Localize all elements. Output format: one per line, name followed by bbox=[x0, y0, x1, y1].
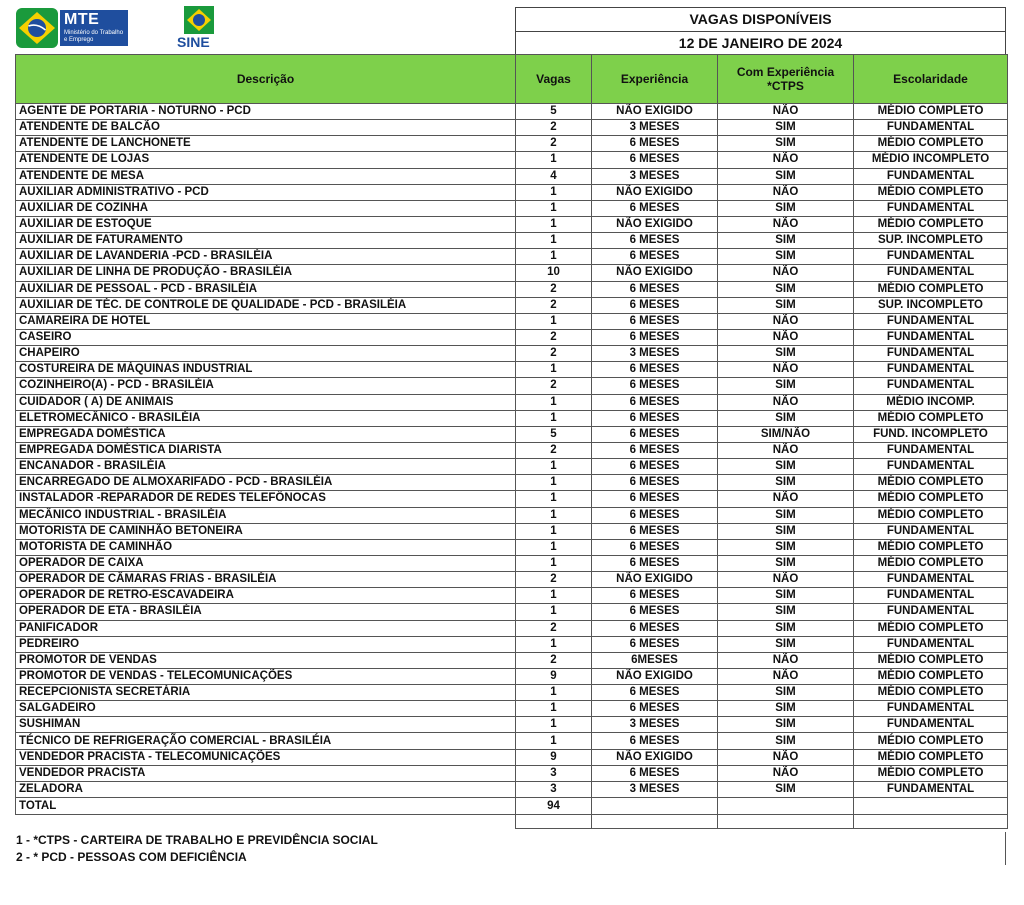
table-row bbox=[16, 233, 1008, 249]
cell-vagas: 1 bbox=[516, 701, 592, 717]
table-row bbox=[16, 152, 1008, 168]
cell-escolaridade: FUNDAMENTAL bbox=[854, 346, 1008, 362]
table-row bbox=[16, 507, 1008, 523]
cell-experiencia: 3 MESES bbox=[592, 346, 718, 362]
cell-vagas: 1 bbox=[516, 588, 592, 604]
cell-escolaridade: FUND. INCOMPLETO bbox=[854, 426, 1008, 442]
cell-descricao: RECEPCIONISTA SECRETÁRIA bbox=[16, 685, 516, 701]
blank-cell bbox=[16, 815, 516, 829]
cell-escolaridade: FUNDAMENTAL bbox=[854, 200, 1008, 216]
cell-ctps: NÃO bbox=[718, 152, 854, 168]
cell-vagas: 5 bbox=[516, 426, 592, 442]
cell-vagas: 1 bbox=[516, 152, 592, 168]
cell-vagas: 5 bbox=[516, 104, 592, 120]
cell-escolaridade: FUNDAMENTAL bbox=[854, 572, 1008, 588]
cell-descricao: PROMOTOR DE VENDAS bbox=[16, 652, 516, 668]
cell-vagas: 2 bbox=[516, 620, 592, 636]
sine-flag-icon bbox=[184, 6, 214, 34]
cell-experiencia: 6 MESES bbox=[592, 539, 718, 555]
cell-vagas: 1 bbox=[516, 475, 592, 491]
cell-experiencia: 6 MESES bbox=[592, 765, 718, 781]
table-row bbox=[16, 216, 1008, 232]
cell-descricao: CUIDADOR ( A) DE ANIMAIS bbox=[16, 394, 516, 410]
footnote-ctps: 1 - *CTPS - CARTEIRA DE TRABALHO E PREVIDÊNCIA SOCIAL bbox=[16, 833, 378, 847]
cell-vagas: 1 bbox=[516, 685, 592, 701]
cell-ctps: SIM bbox=[718, 120, 854, 136]
cell-escolaridade: MÉDIO COMPLETO bbox=[854, 281, 1008, 297]
cell-descricao: COSTUREIRA DE MÁQUINAS INDUSTRIAL bbox=[16, 362, 516, 378]
cell-experiencia: NÃO EXIGIDO bbox=[592, 749, 718, 765]
cell-experiencia: 6 MESES bbox=[592, 459, 718, 475]
cell-ctps: NÃO bbox=[718, 184, 854, 200]
cell-escolaridade: FUNDAMENTAL bbox=[854, 781, 1008, 797]
cell-ctps: NÃO bbox=[718, 394, 854, 410]
cell-ctps: NÃO bbox=[718, 652, 854, 668]
column-header-experiencia: Experiência bbox=[592, 55, 718, 104]
total-value: 94 bbox=[516, 798, 592, 815]
cell-descricao: EMPREGADA DOMÉSTICA bbox=[16, 426, 516, 442]
cell-escolaridade: MÉDIO COMPLETO bbox=[854, 507, 1008, 523]
cell-experiencia: 6 MESES bbox=[592, 685, 718, 701]
cell-escolaridade: FUNDAMENTAL bbox=[854, 362, 1008, 378]
table-row bbox=[16, 249, 1008, 265]
cell-escolaridade: FUNDAMENTAL bbox=[854, 459, 1008, 475]
cell-vagas: 3 bbox=[516, 781, 592, 797]
cell-descricao: AUXILIAR DE COZINHA bbox=[16, 200, 516, 216]
cell-descricao: AUXILIAR DE PESSOAL - PCD - BRASILÉIA bbox=[16, 281, 516, 297]
total-empty-cell bbox=[592, 798, 718, 815]
cell-escolaridade: FUNDAMENTAL bbox=[854, 717, 1008, 733]
cell-vagas: 1 bbox=[516, 636, 592, 652]
table-row bbox=[16, 636, 1008, 652]
cell-escolaridade: FUNDAMENTAL bbox=[854, 442, 1008, 458]
table-row bbox=[16, 459, 1008, 475]
cell-escolaridade: MÉDIO COMPLETO bbox=[854, 104, 1008, 120]
table-row bbox=[16, 378, 1008, 394]
cell-vagas: 1 bbox=[516, 604, 592, 620]
cell-experiencia: 6 MESES bbox=[592, 233, 718, 249]
cell-experiencia: NÃO EXIGIDO bbox=[592, 184, 718, 200]
cell-ctps: SIM bbox=[718, 733, 854, 749]
table-row bbox=[16, 491, 1008, 507]
cell-experiencia: 3 MESES bbox=[592, 781, 718, 797]
logo-area bbox=[16, 6, 514, 54]
cell-escolaridade: MÉDIO COMPLETO bbox=[854, 491, 1008, 507]
cell-vagas: 1 bbox=[516, 539, 592, 555]
cell-experiencia: 6 MESES bbox=[592, 313, 718, 329]
cell-ctps: NÃO bbox=[718, 491, 854, 507]
cell-descricao: TÉCNICO DE REFRIGERAÇÃO COMERCIAL - BRASILÉIA bbox=[16, 733, 516, 749]
table-row bbox=[16, 346, 1008, 362]
footnotes bbox=[16, 832, 378, 866]
table-row bbox=[16, 265, 1008, 281]
table-row bbox=[16, 555, 1008, 571]
cell-experiencia: 6 MESES bbox=[592, 733, 718, 749]
cell-experiencia: 6 MESES bbox=[592, 394, 718, 410]
cell-experiencia: NÃO EXIGIDO bbox=[592, 668, 718, 684]
cell-ctps: SIM bbox=[718, 200, 854, 216]
table-row bbox=[16, 701, 1008, 717]
table-row bbox=[16, 136, 1008, 152]
cell-escolaridade: FUNDAMENTAL bbox=[854, 329, 1008, 345]
cell-escolaridade: MÉDIO COMPLETO bbox=[854, 475, 1008, 491]
cell-experiencia: 6 MESES bbox=[592, 297, 718, 313]
cell-descricao: OPERADOR DE CAIXA bbox=[16, 555, 516, 571]
table-row bbox=[16, 329, 1008, 345]
cell-escolaridade: MÉDIO COMPLETO bbox=[854, 668, 1008, 684]
table-row bbox=[16, 168, 1008, 184]
cell-experiencia: 6 MESES bbox=[592, 523, 718, 539]
cell-escolaridade: MÉDIO COMPLETO bbox=[854, 184, 1008, 200]
column-header-vagas: Vagas bbox=[516, 55, 592, 104]
cell-ctps: SIM bbox=[718, 346, 854, 362]
table-row bbox=[16, 475, 1008, 491]
cell-experiencia: 6 MESES bbox=[592, 410, 718, 426]
cell-descricao: EMPREGADA DOMÉSTICA DIARISTA bbox=[16, 442, 516, 458]
cell-vagas: 2 bbox=[516, 442, 592, 458]
cell-descricao: VENDEDOR PRACISTA bbox=[16, 765, 516, 781]
cell-vagas: 1 bbox=[516, 184, 592, 200]
cell-ctps: NÃO bbox=[718, 313, 854, 329]
cell-vagas: 1 bbox=[516, 233, 592, 249]
cell-experiencia: 6 MESES bbox=[592, 620, 718, 636]
cell-experiencia: 6 MESES bbox=[592, 475, 718, 491]
cell-ctps: SIM bbox=[718, 717, 854, 733]
cell-ctps: SIM bbox=[718, 136, 854, 152]
table-row bbox=[16, 572, 1008, 588]
cell-descricao: PROMOTOR DE VENDAS - TELECOMUNICAÇÕES bbox=[16, 668, 516, 684]
cell-descricao: PANIFICADOR bbox=[16, 620, 516, 636]
cell-descricao: VENDEDOR PRACISTA - TELECOMUNICAÇÕES bbox=[16, 749, 516, 765]
table-row bbox=[16, 749, 1008, 765]
table-row bbox=[16, 717, 1008, 733]
cell-escolaridade: MÉDIO COMPLETO bbox=[854, 539, 1008, 555]
footnote-pcd: 2 - * PCD - PESSOAS COM DEFICIÊNCIA bbox=[16, 850, 247, 864]
cell-ctps: SIM bbox=[718, 636, 854, 652]
cell-descricao: CASEIRO bbox=[16, 329, 516, 345]
cell-ctps: NÃO bbox=[718, 765, 854, 781]
title-box bbox=[515, 7, 1006, 54]
cell-experiencia: 3 MESES bbox=[592, 717, 718, 733]
cell-descricao: INSTALADOR -REPARADOR DE REDES TELEFÔNOCAS bbox=[16, 491, 516, 507]
table-row bbox=[16, 620, 1008, 636]
blank-cell bbox=[592, 815, 718, 829]
mte-wordmark bbox=[60, 10, 128, 46]
cell-descricao: ATENDENTE DE LOJAS bbox=[16, 152, 516, 168]
cell-ctps: SIM bbox=[718, 604, 854, 620]
cell-ctps: NÃO bbox=[718, 442, 854, 458]
cell-ctps: SIM bbox=[718, 475, 854, 491]
cell-escolaridade: FUNDAMENTAL bbox=[854, 701, 1008, 717]
table-row bbox=[16, 313, 1008, 329]
table-row bbox=[16, 394, 1008, 410]
cell-ctps: SIM bbox=[718, 539, 854, 555]
cell-ctps: SIM bbox=[718, 233, 854, 249]
jobs-table bbox=[15, 54, 1008, 829]
cell-experiencia: 6 MESES bbox=[592, 329, 718, 345]
cell-descricao: ELETROMECÂNICO - BRASILÉIA bbox=[16, 410, 516, 426]
cell-descricao: ZELADORA bbox=[16, 781, 516, 797]
cell-escolaridade: MÉDIO COMPLETO bbox=[854, 652, 1008, 668]
cell-experiencia: 6 MESES bbox=[592, 555, 718, 571]
cell-descricao: MOTORISTA DE CAMINHÃO BETONEIRA bbox=[16, 523, 516, 539]
cell-descricao: AUXILIAR DE FATURAMENTO bbox=[16, 233, 516, 249]
cell-escolaridade: FUNDAMENTAL bbox=[854, 588, 1008, 604]
table-row bbox=[16, 781, 1008, 797]
cell-descricao: AGENTE DE PORTARIA - NOTURNO - PCD bbox=[16, 104, 516, 120]
total-empty-cell bbox=[854, 798, 1008, 815]
table-row bbox=[16, 120, 1008, 136]
cell-escolaridade: SUP. INCOMPLETO bbox=[854, 233, 1008, 249]
brazil-flag-icon bbox=[16, 8, 58, 48]
page-border-right bbox=[1005, 832, 1006, 865]
cell-escolaridade: FUNDAMENTAL bbox=[854, 168, 1008, 184]
cell-experiencia: 6MESES bbox=[592, 652, 718, 668]
cell-vagas: 1 bbox=[516, 394, 592, 410]
cell-descricao: AUXILIAR DE ESTOQUE bbox=[16, 216, 516, 232]
cell-experiencia: NÃO EXIGIDO bbox=[592, 104, 718, 120]
cell-descricao: AUXILIAR ADMINISTRATIVO - PCD bbox=[16, 184, 516, 200]
mte-name: MTE bbox=[64, 11, 100, 28]
cell-escolaridade: FUNDAMENTAL bbox=[854, 120, 1008, 136]
table-row bbox=[16, 442, 1008, 458]
cell-experiencia: NÃO EXIGIDO bbox=[592, 572, 718, 588]
cell-ctps: SIM bbox=[718, 781, 854, 797]
cell-experiencia: 6 MESES bbox=[592, 491, 718, 507]
cell-ctps: SIM bbox=[718, 249, 854, 265]
cell-experiencia: 6 MESES bbox=[592, 362, 718, 378]
cell-descricao: ATENDENTE DE LANCHONETE bbox=[16, 136, 516, 152]
cell-vagas: 1 bbox=[516, 555, 592, 571]
table-row bbox=[16, 104, 1008, 120]
cell-ctps: NÃO bbox=[718, 216, 854, 232]
table-row bbox=[16, 426, 1008, 442]
cell-escolaridade: MÉDIO COMPLETO bbox=[854, 733, 1008, 749]
cell-vagas: 1 bbox=[516, 313, 592, 329]
cell-experiencia: NÃO EXIGIDO bbox=[592, 216, 718, 232]
table-row bbox=[16, 200, 1008, 216]
page-date: 12 DE JANEIRO DE 2024 bbox=[516, 31, 1005, 55]
cell-experiencia: 3 MESES bbox=[592, 120, 718, 136]
cell-escolaridade: FUNDAMENTAL bbox=[854, 604, 1008, 620]
cell-descricao: AUXILIAR DE TÉC. DE CONTROLE DE QUALIDADE - PCD - BRASILÉIA bbox=[16, 297, 516, 313]
table-row bbox=[16, 604, 1008, 620]
cell-ctps: NÃO bbox=[718, 749, 854, 765]
blank-cell bbox=[854, 815, 1008, 829]
total-empty-cell bbox=[718, 798, 854, 815]
cell-ctps: SIM bbox=[718, 555, 854, 571]
cell-descricao: MOTORISTA DE CAMINHÃO bbox=[16, 539, 516, 555]
sine-logo bbox=[176, 6, 224, 54]
table-body bbox=[16, 104, 1008, 798]
cell-ctps: SIM bbox=[718, 168, 854, 184]
cell-descricao: OPERADOR DE CÂMARAS FRIAS - BRASILÉIA bbox=[16, 572, 516, 588]
cell-vagas: 2 bbox=[516, 346, 592, 362]
cell-vagas: 1 bbox=[516, 200, 592, 216]
cell-ctps: NÃO bbox=[718, 668, 854, 684]
cell-vagas: 2 bbox=[516, 120, 592, 136]
cell-descricao: CAMAREIRA DE HOTEL bbox=[16, 313, 516, 329]
cell-ctps: SIM bbox=[718, 378, 854, 394]
cell-vagas: 2 bbox=[516, 378, 592, 394]
cell-descricao: SALGADEIRO bbox=[16, 701, 516, 717]
cell-vagas: 2 bbox=[516, 136, 592, 152]
table-row bbox=[16, 362, 1008, 378]
cell-experiencia: 6 MESES bbox=[592, 636, 718, 652]
cell-vagas: 1 bbox=[516, 491, 592, 507]
page-title: VAGAS DISPONÍVEIS bbox=[689, 11, 832, 27]
cell-ctps: SIM bbox=[718, 685, 854, 701]
cell-escolaridade: MÉDIO COMPLETO bbox=[854, 749, 1008, 765]
cell-descricao: AUXILIAR DE LAVANDERIA -PCD - BRASILÉIA bbox=[16, 249, 516, 265]
cell-vagas: 10 bbox=[516, 265, 592, 281]
cell-ctps: SIM/NÃO bbox=[718, 426, 854, 442]
cell-experiencia: 6 MESES bbox=[592, 604, 718, 620]
blank-row bbox=[16, 815, 1008, 829]
cell-descricao: OPERADOR DE RETRO-ESCAVADEIRA bbox=[16, 588, 516, 604]
cell-vagas: 2 bbox=[516, 652, 592, 668]
cell-vagas: 2 bbox=[516, 329, 592, 345]
cell-vagas: 2 bbox=[516, 297, 592, 313]
mte-subtitle: Ministério do Trabalho e Emprego bbox=[64, 30, 124, 43]
mte-logo bbox=[16, 8, 128, 48]
table-row bbox=[16, 652, 1008, 668]
cell-vagas: 1 bbox=[516, 507, 592, 523]
cell-vagas: 1 bbox=[516, 733, 592, 749]
cell-ctps: NÃO bbox=[718, 329, 854, 345]
cell-experiencia: 6 MESES bbox=[592, 701, 718, 717]
column-header-descricao: Descrição bbox=[16, 55, 516, 104]
cell-descricao: MECÂNICO INDUSTRIAL - BRASILÉIA bbox=[16, 507, 516, 523]
cell-escolaridade: FUNDAMENTAL bbox=[854, 636, 1008, 652]
cell-ctps: SIM bbox=[718, 701, 854, 717]
column-header-escolaridade: Escolaridade bbox=[854, 55, 1008, 104]
cell-descricao: AUXILIAR DE LINHA DE PRODUÇÃO - BRASILÉIA bbox=[16, 265, 516, 281]
sine-name: SINE bbox=[177, 34, 210, 50]
cell-vagas: 1 bbox=[516, 459, 592, 475]
cell-escolaridade: MÉDIO COMPLETO bbox=[854, 216, 1008, 232]
table-row bbox=[16, 539, 1008, 555]
cell-ctps: SIM bbox=[718, 410, 854, 426]
cell-escolaridade: FUNDAMENTAL bbox=[854, 378, 1008, 394]
cell-vagas: 1 bbox=[516, 216, 592, 232]
cell-experiencia: 6 MESES bbox=[592, 281, 718, 297]
cell-experiencia: 6 MESES bbox=[592, 152, 718, 168]
table-header-row bbox=[16, 55, 1008, 104]
cell-escolaridade: MÉDIO COMPLETO bbox=[854, 765, 1008, 781]
cell-descricao: ATENDENTE DE BALCÃO bbox=[16, 120, 516, 136]
cell-escolaridade: MÉDIO INCOMPLETO bbox=[854, 152, 1008, 168]
blank-cell bbox=[718, 815, 854, 829]
cell-vagas: 1 bbox=[516, 362, 592, 378]
total-label: TOTAL bbox=[16, 798, 516, 815]
cell-ctps: SIM bbox=[718, 588, 854, 604]
cell-vagas: 3 bbox=[516, 765, 592, 781]
cell-vagas: 1 bbox=[516, 523, 592, 539]
table-row bbox=[16, 410, 1008, 426]
blank-cell bbox=[516, 815, 592, 829]
cell-vagas: 4 bbox=[516, 168, 592, 184]
cell-descricao: ENCARREGADO DE ALMOXARIFADO - PCD - BRASILÉIA bbox=[16, 475, 516, 491]
cell-escolaridade: FUNDAMENTAL bbox=[854, 313, 1008, 329]
cell-experiencia: 3 MESES bbox=[592, 168, 718, 184]
cell-vagas: 1 bbox=[516, 717, 592, 733]
table-row bbox=[16, 588, 1008, 604]
cell-experiencia: 6 MESES bbox=[592, 136, 718, 152]
cell-escolaridade: FUNDAMENTAL bbox=[854, 523, 1008, 539]
cell-vagas: 9 bbox=[516, 668, 592, 684]
cell-ctps: NÃO bbox=[718, 104, 854, 120]
cell-vagas: 1 bbox=[516, 410, 592, 426]
cell-experiencia: 6 MESES bbox=[592, 442, 718, 458]
cell-descricao: OPERADOR DE ETA - BRASILÉIA bbox=[16, 604, 516, 620]
table-row bbox=[16, 668, 1008, 684]
cell-experiencia: 6 MESES bbox=[592, 200, 718, 216]
cell-vagas: 2 bbox=[516, 281, 592, 297]
cell-escolaridade: MÉDIO INCOMP. bbox=[854, 394, 1008, 410]
cell-descricao: PEDREIRO bbox=[16, 636, 516, 652]
cell-experiencia: 6 MESES bbox=[592, 249, 718, 265]
cell-escolaridade: FUNDAMENTAL bbox=[854, 265, 1008, 281]
cell-ctps: SIM bbox=[718, 281, 854, 297]
cell-ctps: NÃO bbox=[718, 572, 854, 588]
column-header-ctps: Com Experiência *CTPS bbox=[718, 55, 854, 104]
cell-vagas: 2 bbox=[516, 572, 592, 588]
cell-ctps: NÃO bbox=[718, 265, 854, 281]
table-row bbox=[16, 297, 1008, 313]
table-row bbox=[16, 184, 1008, 200]
cell-experiencia: NÃO EXIGIDO bbox=[592, 265, 718, 281]
cell-descricao: COZINHEIRO(A) - PCD - BRASILÉIA bbox=[16, 378, 516, 394]
table-row bbox=[16, 281, 1008, 297]
cell-escolaridade: MÉDIO COMPLETO bbox=[854, 555, 1008, 571]
cell-escolaridade: MÉDIO COMPLETO bbox=[854, 136, 1008, 152]
table-row bbox=[16, 685, 1008, 701]
cell-experiencia: 6 MESES bbox=[592, 426, 718, 442]
cell-descricao: CHAPEIRO bbox=[16, 346, 516, 362]
table-row bbox=[16, 765, 1008, 781]
cell-ctps: SIM bbox=[718, 523, 854, 539]
cell-experiencia: 6 MESES bbox=[592, 588, 718, 604]
total-row bbox=[16, 798, 1008, 815]
cell-escolaridade: MÉDIO COMPLETO bbox=[854, 410, 1008, 426]
cell-experiencia: 6 MESES bbox=[592, 378, 718, 394]
cell-escolaridade: FUNDAMENTAL bbox=[854, 249, 1008, 265]
cell-descricao: ENCANADOR - BRASILÉIA bbox=[16, 459, 516, 475]
table-row bbox=[16, 733, 1008, 749]
cell-ctps: SIM bbox=[718, 620, 854, 636]
cell-ctps: NÃO bbox=[718, 362, 854, 378]
cell-escolaridade: MÉDIO COMPLETO bbox=[854, 620, 1008, 636]
cell-ctps: SIM bbox=[718, 507, 854, 523]
cell-experiencia: 6 MESES bbox=[592, 507, 718, 523]
cell-descricao: ATENDENTE DE MESA bbox=[16, 168, 516, 184]
cell-escolaridade: MÉDIO COMPLETO bbox=[854, 685, 1008, 701]
cell-escolaridade: SUP. INCOMPLETO bbox=[854, 297, 1008, 313]
cell-ctps: SIM bbox=[718, 297, 854, 313]
cell-ctps: SIM bbox=[718, 459, 854, 475]
cell-descricao: SUSHIMAN bbox=[16, 717, 516, 733]
cell-vagas: 9 bbox=[516, 749, 592, 765]
cell-vagas: 1 bbox=[516, 249, 592, 265]
table-row bbox=[16, 523, 1008, 539]
